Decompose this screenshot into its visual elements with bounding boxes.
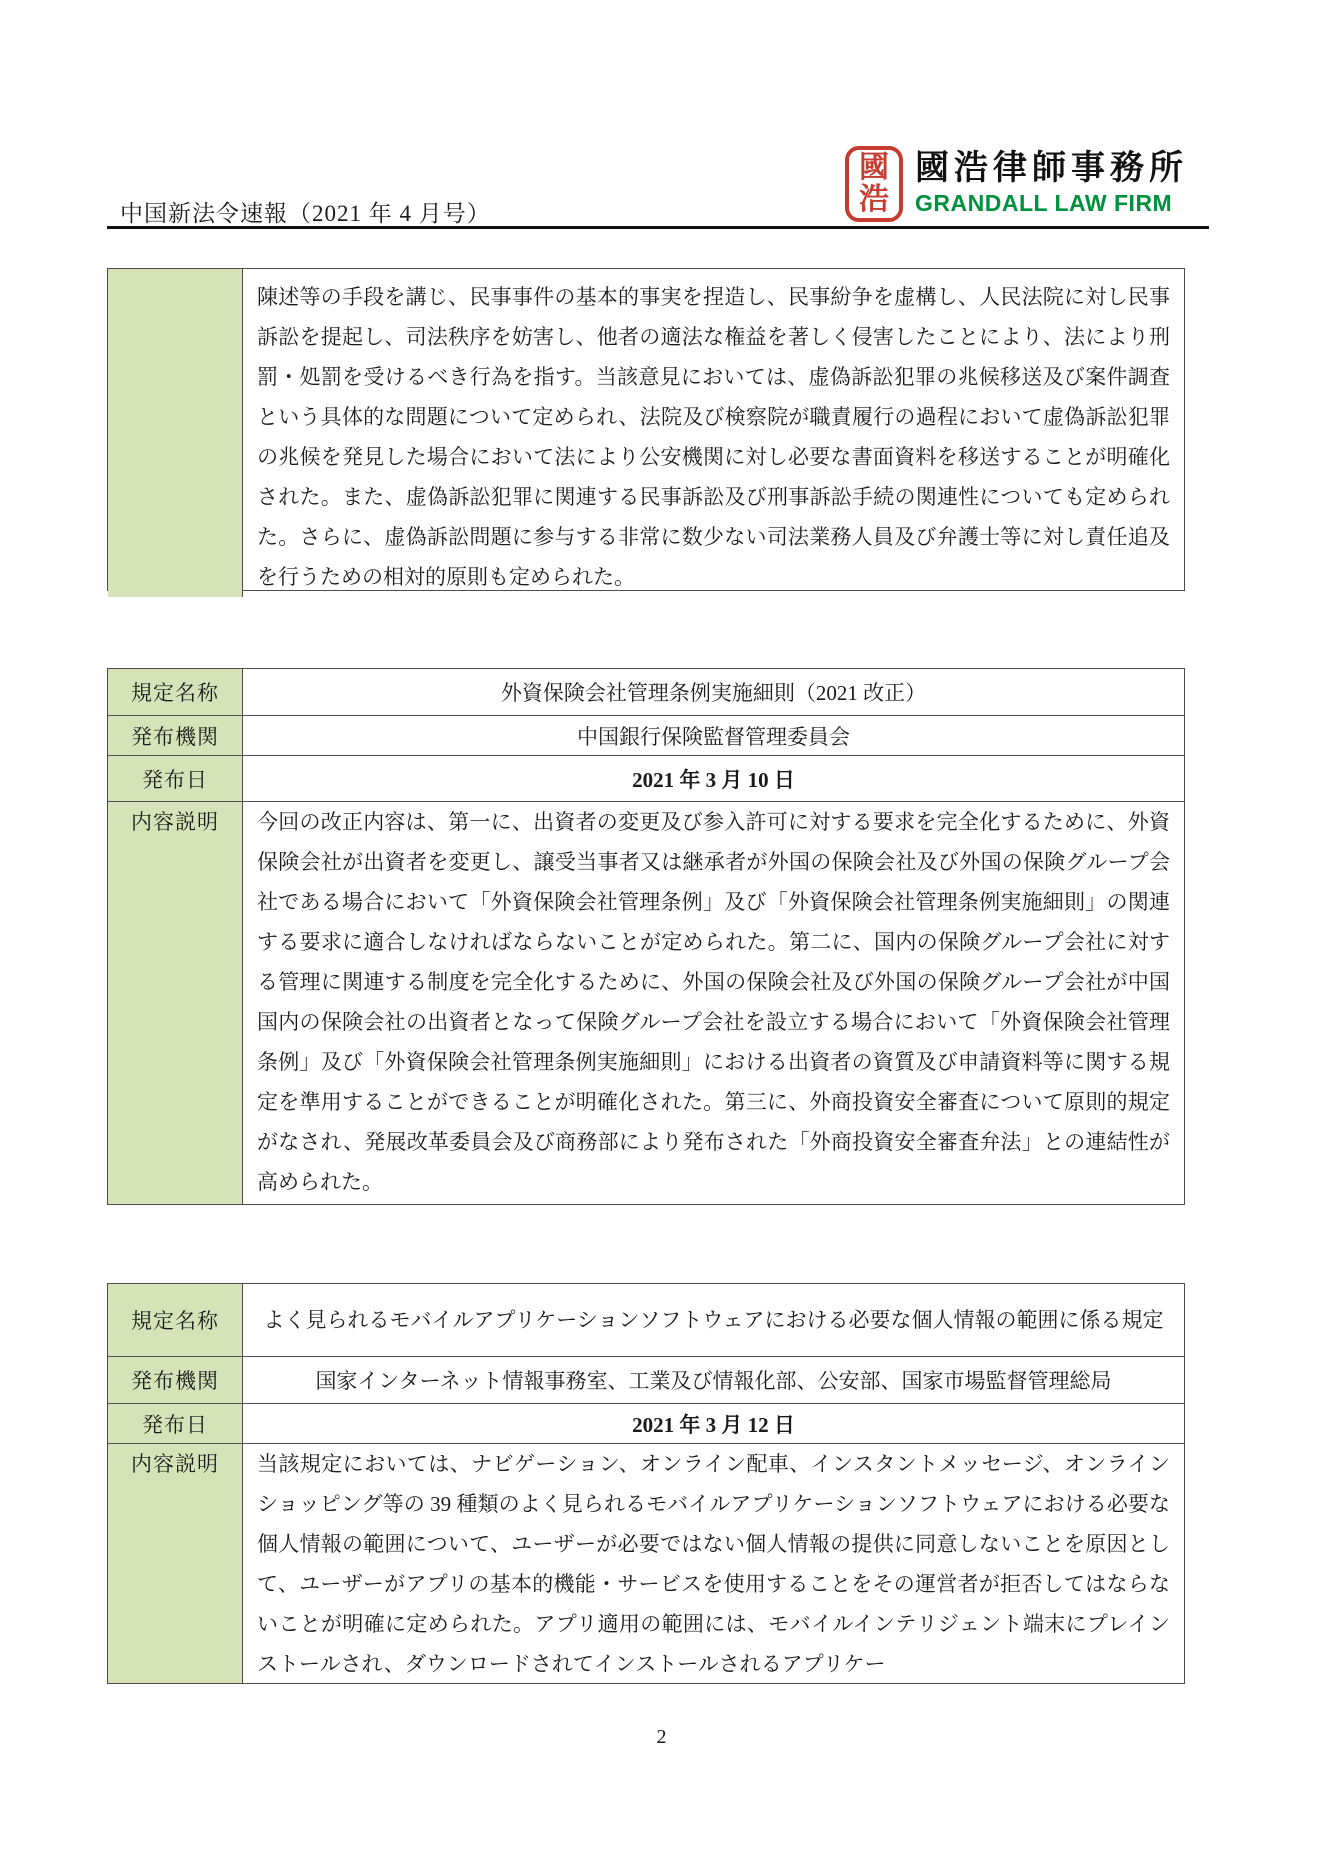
issuing-agency: 国家インターネット情報事務室、工業及び情報化部、公安部、国家市場監督管理総局 [315,1369,1112,1393]
seal-char-top: 國 [859,151,889,184]
firm-name-block [915,146,1188,222]
issuing-agency: 中国銀行保険監督管理委員会 [577,724,850,749]
description-text: 当該規定においては、ナビゲーション、オンライン配車、インスタントメッセージ、オンラインショッピング等の 39 種類のよく見られるモバイルアプリケーションソフトウェアにおける必要な個人情報の範囲について、ユーザーが必要ではない個人情報の提供に同意しないことを原因として、ユーザーがアプリの基本的機能・サービスを使用することをその運営者が拒否してはならないことが明確に定められた。アプリ適用の範囲には、モバイルインテリジェント端末にプレインストールされ、ダウンロードされてインストールされるアプリケー [257,1452,1170,1676]
table-row-date [108,755,1184,801]
firm-logo [845,146,1188,222]
seal-char-bottom: 浩 [859,183,889,216]
row-label: 内容説明 [108,802,243,1204]
table-row-description [108,801,1184,1204]
regulation-name: よく見られるモバイルアプリケーションソフトウェアにおける必要な個人情報の範囲に係る規定 [263,1307,1164,1332]
row-label: 規定名称 [108,669,243,715]
row-label: 発布日 [108,1404,243,1443]
issue-date: 2021 年 3 月 12 日 [632,1412,795,1437]
header-divider [107,226,1209,229]
table-row-name [108,1284,1184,1356]
row-label: 発布機関 [108,1357,243,1403]
row-label: 規定名称 [108,1284,243,1356]
regulation-name: 外資保険会社管理条例実施細則（2021 改正） [500,681,927,705]
row-label: 発布機関 [108,716,243,755]
document-title: 中国新法令速報（2021 年 4 月号） [120,201,491,226]
firm-name-chinese: 國浩律師事務所 [915,149,1188,187]
issue-date: 2021 年 3 月 10 日 [632,767,795,792]
description-text: 陳述等の手段を講じ、民事事件の基本的事実を捏造し、民事紛争を虚構し、人民法院に対し民事訴訟を提起し、司法秩序を妨害し、他者の適法な権益を著しく侵害したことにより、法により刑罰・処罰を受けるべき行為を指す。当該意見においては、虚偽訴訟犯罪の兆候移送及び案件調査という具体的な問題について定められ、法院及び検察院が職責履行の過程において虚偽訴訟犯罪の兆候を発見した場合において法により公安機関に対し必要な書面資料を移送することが明確化された。また、虚偽訴訟犯罪に関連する民事訴訟及び刑事訴訟手続の関連性についても定められた。さらに、虚偽訴訟問題に参与する非常に数少ない司法業務人員及び弁護士等に対し責任追及を行うための相対的原則も定められた。 [257,285,1170,589]
table-row-date [108,1403,1184,1443]
regulation-table-1 [107,668,1185,1205]
row-label: 内容説明 [108,1444,243,1683]
table-row-description [108,1443,1184,1683]
table-row-name [108,669,1184,715]
label-cell-empty [108,269,243,597]
regulation-table-2 [107,1283,1185,1684]
table-row [108,269,1184,590]
firm-name-english: GRANDALL LAW FIRM [915,190,1173,216]
description-text: 今回の改正内容は、第一に、出資者の変更及び参入許可に対する要求を完全化するために、外資保険会社が出資者を変更し、譲受当事者又は継承者が外国の保険会社及び外国の保険グループ会社である場合において「外資保険会社管理条例」及び「外資保険会社管理条例実施細則」の関連する要求に適合しなければならないことが定められた。第二に、国内の保険グループ会社に対する管理に関連する制度を完全化するために、外国の保険会社及び外国の保険グループ会社が中国国内の保険会社の出資者となって保険グループ会社を設立する場合において「外資保険会社管理条例」及び「外資保険会社管理条例実施細則」における出資者の資質及び申請資料等に関する規定を準用することができることが明確化された。第三に、外商投資安全審査について原則的規定がなされ、発展改革委員会及び商務部により発布された「外商投資安全審査弁法」との連結性が高められた。 [257,810,1170,1194]
table-row-agency [108,715,1184,755]
firm-seal-icon [845,146,903,222]
row-label: 発布日 [108,756,243,801]
table-row-agency [108,1356,1184,1403]
page-number: 2 [656,1726,667,1748]
continuation-table [107,268,1185,591]
